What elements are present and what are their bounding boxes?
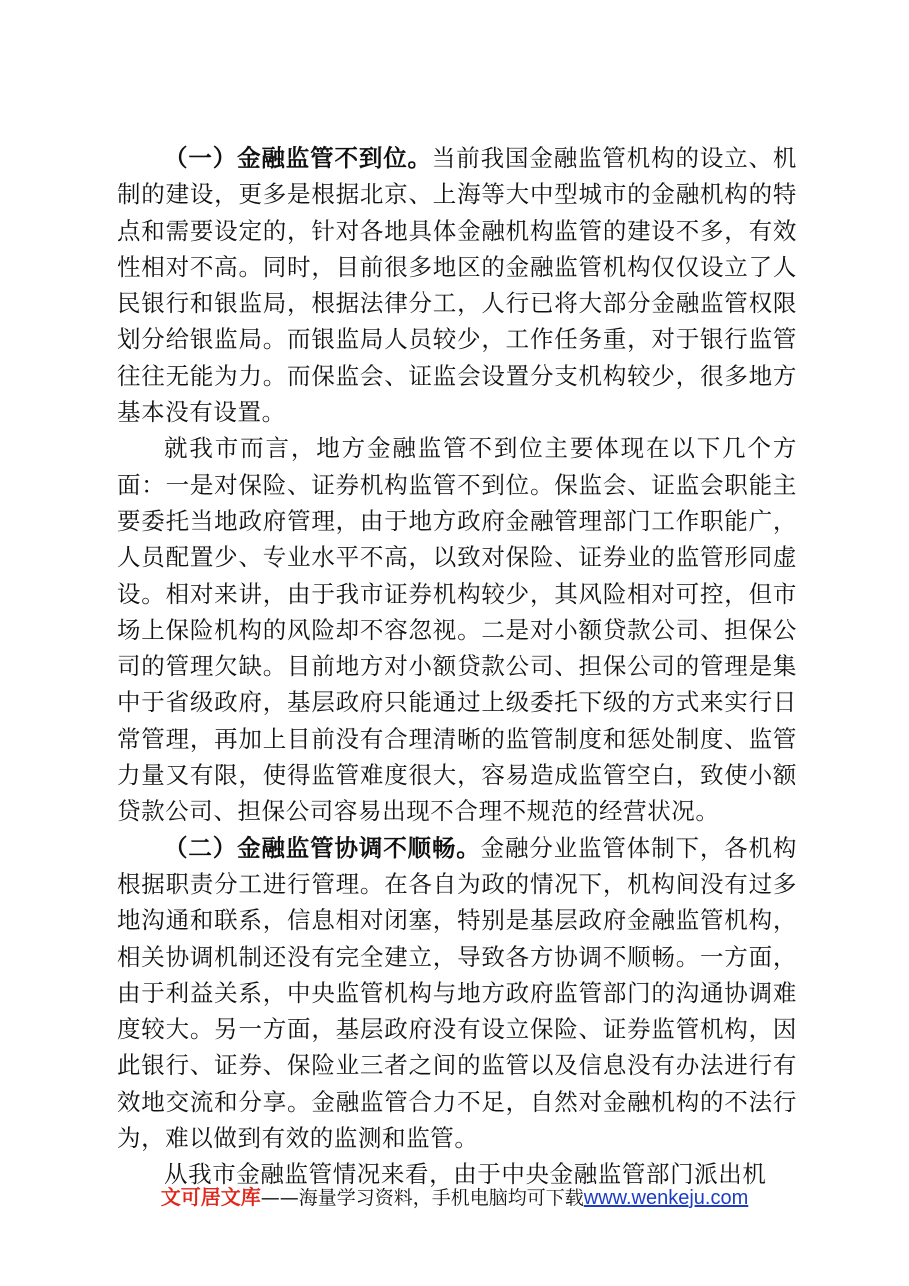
document-body xyxy=(117,140,797,1193)
paragraph-4-text: 从我市金融监管情况来看，由于中央金融监管部门派出机 xyxy=(164,1160,767,1189)
paragraph-2 xyxy=(117,430,797,829)
footer-slogan: ——海量学习资料，手机电脑均可下载 xyxy=(260,1187,584,1209)
paragraph-3-text: 金融分业监管体制下，各机构根据职责分工进行管理。在各自为政的情况下，机构间没有过多地沟通和联系，信息相对闭塞，特别是基层政府金融监管机构，相关协调机制还没有完全建立，导致各方协调不顺畅。一方面，由于利益关系，中央监管机构与地方政府监管部门的沟通协调难度较大。另一方面，基层政府没有设立保险、证券监管机构，因此银行、证券、保险业三者之间的监管以及信息没有办法进行有效地交流和分享。金融监管合力不足，自然对金融机构的不法行为，难以做到有效的监测和监管。 xyxy=(117,833,797,1153)
paragraph-1-text: 当前我国金融监管机构的设立、机制的建设，更多是根据北京、上海等大中型城市的金融机构的特点和需要设定的，针对各地具体金融机构监管的建设不多，有效性相对不高。同时，目前很多地区的金融监管机构仅仅设立了人民银行和银监局，根据法律分工，人行已将大部分金融监管权限划分给银监局。而银监局人员较少，工作任务重，对于银行监管往往无能为力。而保监会、证监会设置分支机构较少，很多地方基本没有设置。 xyxy=(117,144,798,427)
section-heading-1: （一）金融监管不到位。 xyxy=(164,144,432,172)
paragraph-1 xyxy=(117,140,797,430)
footer-site-link[interactable]: www.wenkeju.com xyxy=(583,1187,749,1209)
footer-brand: 文可居文库 xyxy=(160,1185,261,1209)
page-footer xyxy=(0,1184,909,1211)
paragraph-2-text: 就我市而言，地方金融监管不到位主要体现在以下几个方面：一是对保险、证券机构监管不到位。保监会、证监会职能主要委托当地政府管理，由于地方政府金融管理部门工作职能广，人员配置少、专业水平不高，以致对保险、证券业的监管形同虚设。相对来讲，由于我市证券机构较少，其风险相对可控，但市场上保险机构的风险却不容忽视。二是对小额贷款公司、担保公司的管理欠缺。目前地方对小额贷款公司、担保公司的管理是集中于省级政府，基层政府只能通过上级委托下级的方式来实行日常管理，再加上目前没有合理清晰的监管制度和惩处制度、监管力量又有限，使得监管难度很大，容易造成监管空白，致使小额贷款公司、担保公司容易出现不合理不规范的经营状况。 xyxy=(117,434,797,826)
section-heading-2: （二）金融监管协调不顺畅。 xyxy=(164,833,481,862)
paragraph-3 xyxy=(117,830,797,1157)
